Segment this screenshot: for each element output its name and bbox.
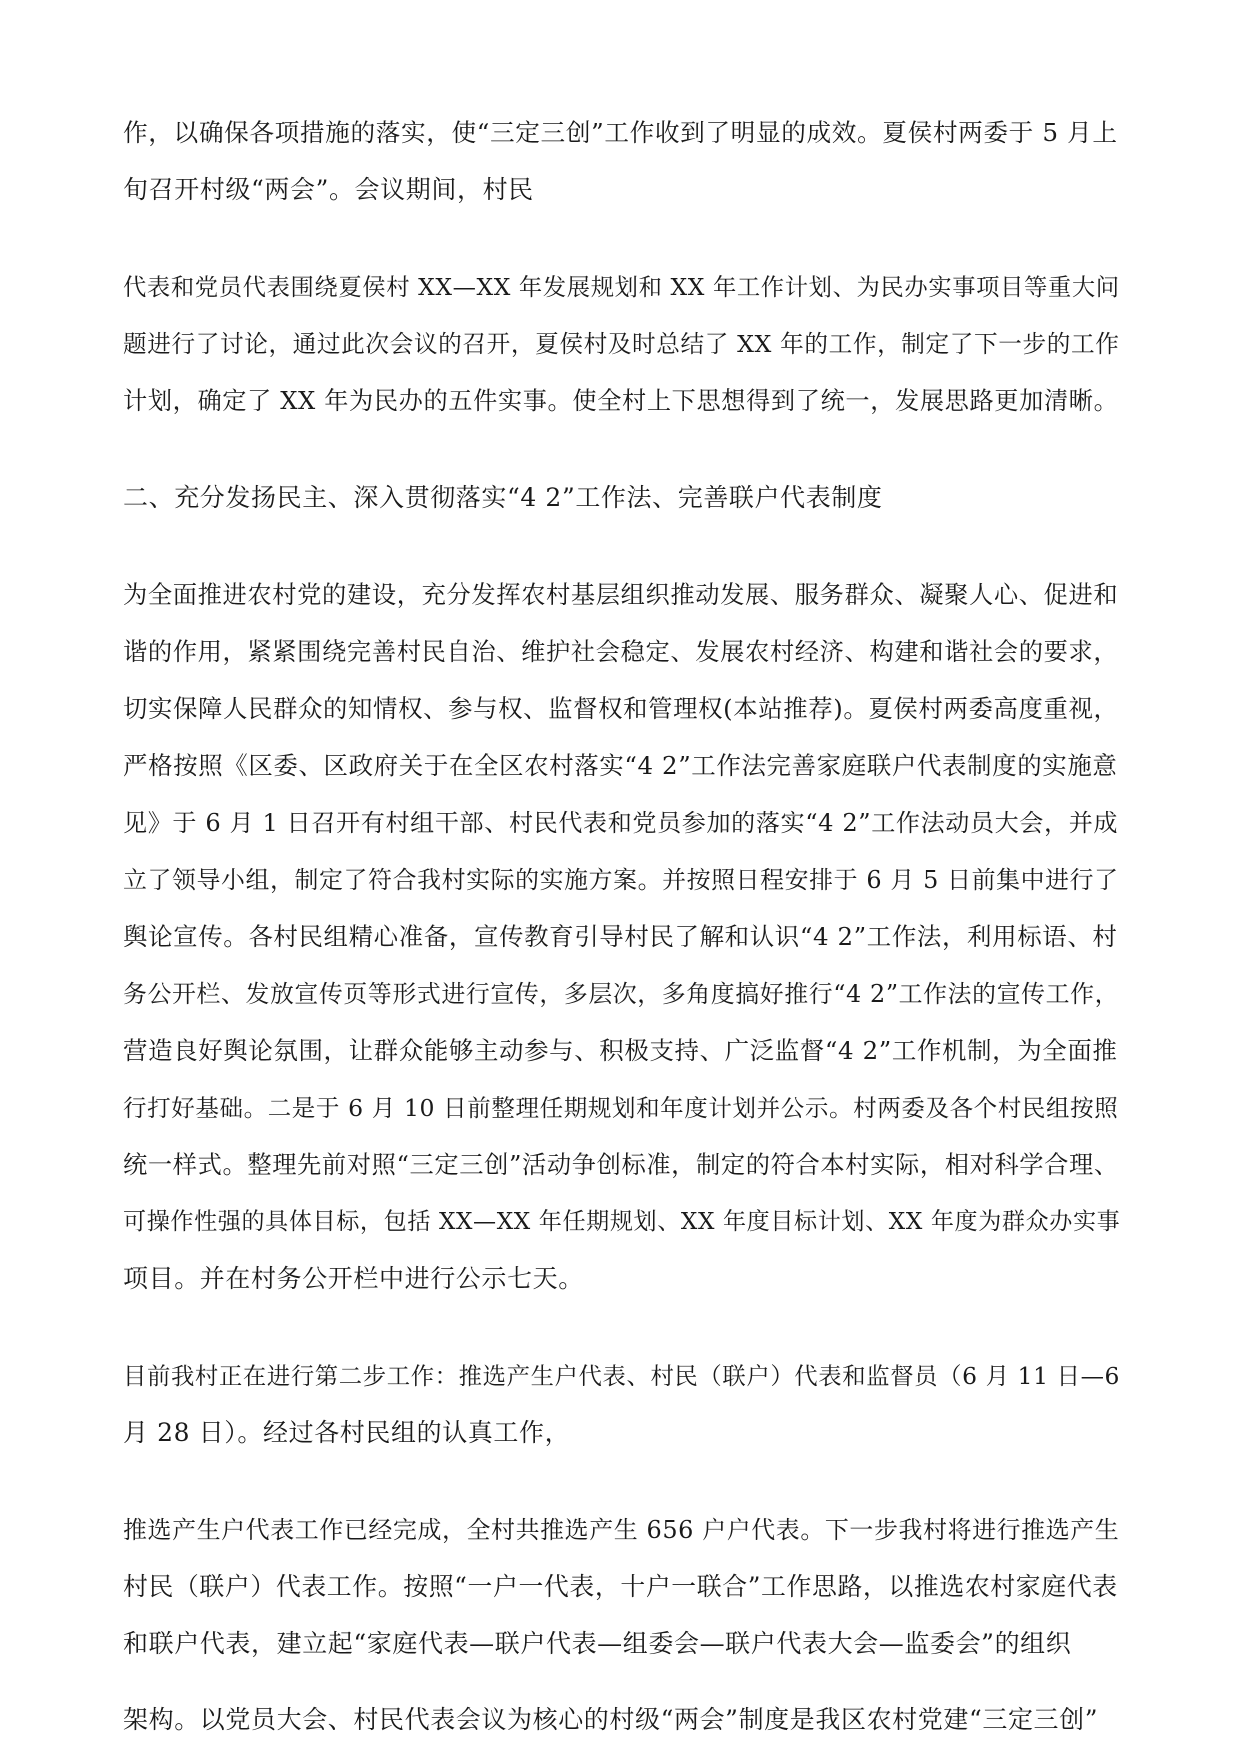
text-line: 为全面推进农村党的建设，充分发挥农村基层组织推动发展、服务群众、凝聚人心、促进和: [123, 580, 1119, 609]
text-line: 计划，确定了 XX 年为民办的五件实事。使全村上下思想得到了统一，发展思路更加清晰。: [123, 387, 1119, 415]
text-line: 切实保障人民群众的知情权、参与权、监督权和管理权(本站推荐)。夏侯村两委高度重视，: [123, 694, 1119, 723]
text-line: 务公开栏、发放宣传页等形式进行宣传，多层次，多角度搞好推行“4 2”工作法的宣传工作，: [123, 980, 1120, 1008]
text-line: 作，以确保各项措施的落实，使“三定三创”工作收到了明显的成效。夏侯村两委于 5 月上: [123, 118, 1118, 147]
text-line: 架构。以党员大会、村民代表会议为核心的村级“两会”制度是我区农村党建“三定三创”: [123, 1705, 1099, 1734]
text-line: 行打好基础。二是于 6 月 10 日前整理任期规划和年度计划并公示。村两委及各个村民组按照: [123, 1094, 1119, 1122]
text-line: 代表和党员代表围绕夏侯村 XX—XX 年发展规划和 XX 年工作计划、为民办实事项目等重大问: [123, 273, 1120, 301]
text-line: 谐的作用，紧紧围绕完善村民自治、维护社会稳定、发展农村经济、构建和谐社会的要求，: [123, 637, 1119, 666]
text-line: 见》于 6 月 1 日召开有村组干部、村民代表和党员参加的落实“4 2”工作法动员大会，并成: [123, 809, 1119, 837]
text-line: 村民（联户）代表工作。按照“一户一代表，十户一联合”工作思路，以推选农村家庭代表: [123, 1572, 1118, 1601]
text-line: 立了领导小组，制定了符合我村实际的实施方案。并按照日程安排于 6 月 5 日前集中进行了: [123, 866, 1119, 894]
text-line: 统一样式。整理先前对照“三定三创”活动争创标准，制定的符合本村实际，相对科学合理、: [123, 1150, 1119, 1179]
text-line: 题进行了讨论，通过此次会议的召开，夏侯村及时总结了 XX 年的工作，制定了下一步的工作: [123, 330, 1120, 358]
text-line: 营造良好舆论氛围，让群众能够主动参与、积极支持、广泛监督“4 2”工作机制，为全面推: [123, 1036, 1118, 1065]
text-line: 旬召开村级“两会”。会议期间，村民: [123, 175, 534, 204]
text-line: 月 28 日）。经过各村民组的认真工作，: [123, 1418, 571, 1447]
text-line: 严格按照《区委、区政府关于在全区农村落实“4 2”工作法完善家庭联户代表制度的实施意: [123, 751, 1118, 780]
text-line: 可操作性强的具体目标，包括 XX—XX 年任期规划、XX 年度目标计划、XX 年度为群众办实事: [123, 1209, 1121, 1235]
text-line: 项目。并在村务公开栏中进行公示七天。: [123, 1264, 584, 1293]
text-line: 舆论宣传。各村民组精心准备，宣传教育引导村民了解和认识“4 2”工作法，利用标语、村: [123, 922, 1118, 951]
text-line: 推选产生户代表工作已经完成，全村共推选产生 656 户户代表。下一步我村将进行推选产生: [123, 1516, 1120, 1544]
section-heading: 二、充分发扬民主、深入贯彻落实“4 2”工作法、完善联户代表制度: [123, 483, 883, 512]
text-line: 和联户代表，建立起“家庭代表—联户代表—组委会—联户代表大会—监委会”的组织: [123, 1629, 1072, 1658]
text-line: 目前我村正在进行第二步工作：推选产生户代表、村民（联户）代表和监督员（6 月 11 日—6: [123, 1362, 1121, 1390]
